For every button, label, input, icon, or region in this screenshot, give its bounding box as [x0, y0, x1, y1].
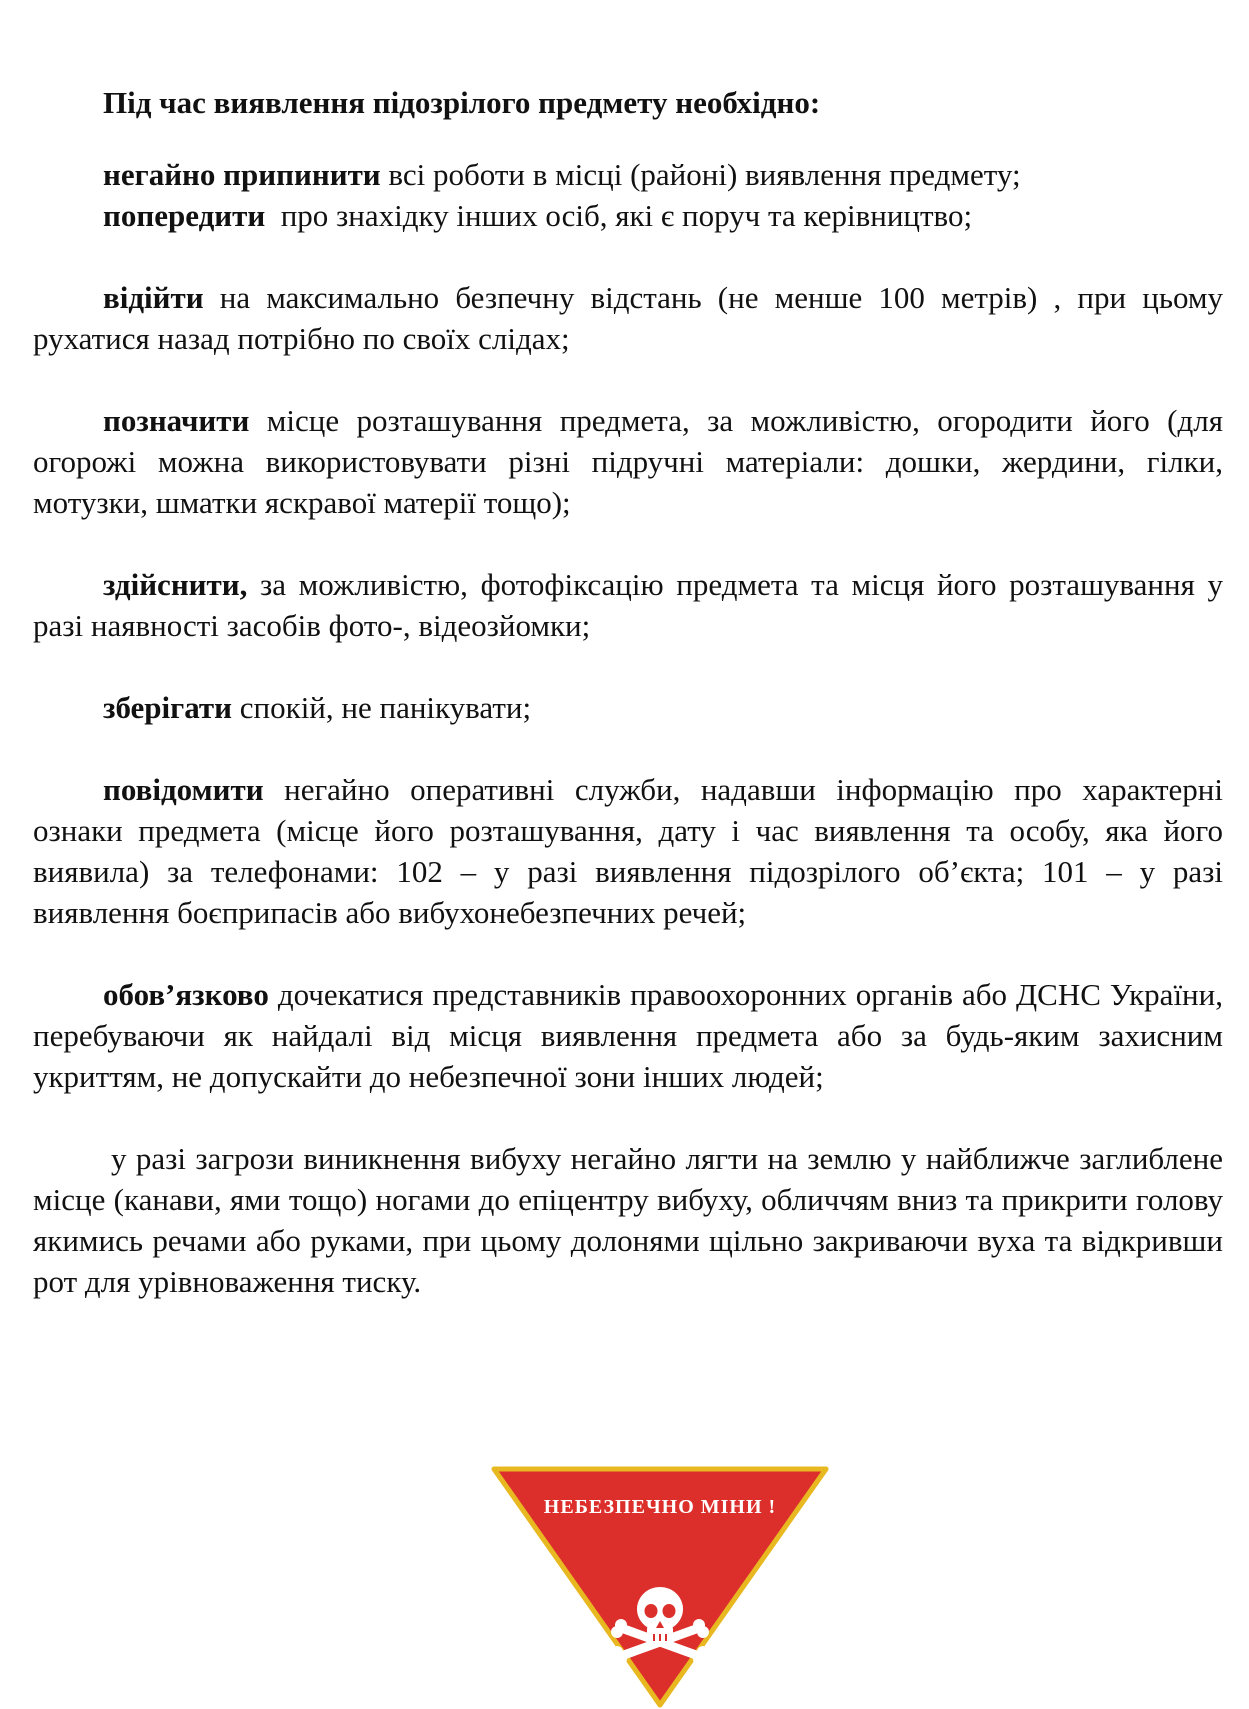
- instruction-text: всі роботи в місці (районі) виявлення предмету;: [380, 157, 1021, 192]
- instruction-text: за можливістю, фотофіксацію предмета та місця його розташування у разі наявності засобів фото-, відеозйомки;: [33, 567, 1223, 643]
- instruction-photograph: [33, 564, 1223, 646]
- instruction-keyword: повідомити: [103, 772, 264, 807]
- instruction-text: місце розташування предмета, за можливістю, огородити його (для огорожі можна використовувати різні підручні матеріали: дошки, жердини, гілки, мотузки, шматки яскравої матерії тощо);: [33, 403, 1223, 520]
- mine-warning-sign: [490, 1465, 830, 1709]
- instruction-mark-location: [33, 400, 1223, 523]
- instruction-move-away: [33, 277, 1223, 359]
- instruction-stop-work: [33, 154, 1223, 195]
- instruction-keyword: обов’язково: [103, 977, 269, 1012]
- instruction-keyword: відійти: [103, 280, 204, 315]
- document-heading: Під час виявлення підозрілого предмету необхідно:: [103, 85, 821, 120]
- instruction-keyword: позначити: [103, 403, 250, 438]
- instruction-text: про знахідку інших осіб, які є поруч та керівництво;: [265, 198, 973, 233]
- instruction-keyword: попередити: [103, 198, 266, 233]
- instruction-text: негайно оперативні служби, надавши інформацію про характерні ознаки предмета (місце його розташування, дату і час виявлення та особу, яка його виявила) за телефонами: 102 – у разі виявлення підозрілого об’єкта; 101 – у разі виявлення боєприпасів або вибухонебезпечних речей;: [33, 772, 1223, 930]
- instruction-report: [33, 769, 1223, 933]
- instruction-keyword: зберігати: [103, 690, 233, 725]
- instruction-keyword: здійснити,: [103, 567, 248, 602]
- instruction-keyword: негайно припинити: [103, 157, 381, 192]
- instruction-text: у разі загрози виникнення вибуху негайно лягти на землю у найближче заглиблене місце (канави, ями тощо) ногами до епіцентру вибуху, обличчям вниз та прикрити голову якимись речами або руками, при цьому долонями щільно закриваючи вуха та відкривши рот для урівноваження тиску.: [33, 1141, 1223, 1299]
- instruction-wait-authorities: [33, 974, 1223, 1097]
- instruction-stay-calm: [33, 687, 1223, 728]
- instruction-text: на максимально безпечну відстань (не менше 100 метрів) , при цьому рухатися назад потрібно по своїх слідах;: [33, 280, 1223, 356]
- instruction-text: спокій, не панікувати;: [232, 690, 532, 725]
- instruction-text: дочекатися представників правоохоронних органів або ДСНС України, перебуваючи як найдалі від місця виявлення предмета або за будь-яким захисним укриттям, не допускайти до небезпечної зони інших людей;: [33, 977, 1223, 1094]
- instruction-warn-others: [33, 195, 1223, 236]
- document-body: [33, 82, 1223, 1343]
- instruction-explosion-threat: [33, 1138, 1223, 1302]
- warning-text: НЕБЕЗПЕЧНО МІНИ !: [543, 1496, 777, 1518]
